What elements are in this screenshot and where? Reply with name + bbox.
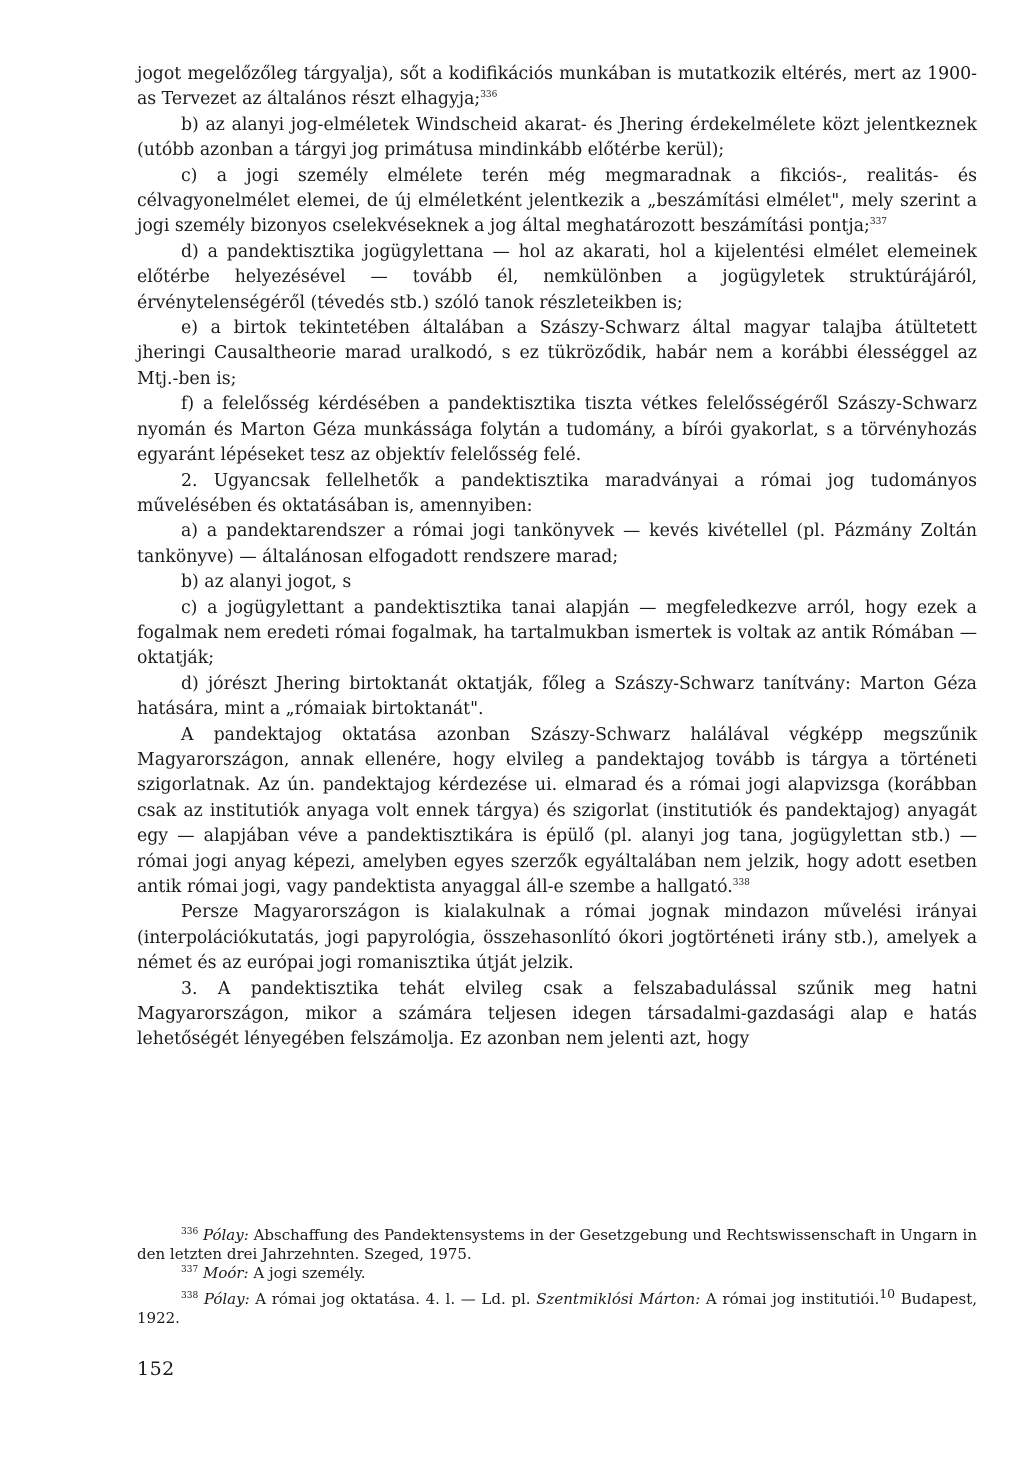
paragraph: b) az alanyi jogot, s [181,572,352,593]
paragraph: 3. A pandektisztika tehát elvileg csak a felszabadulással szűnik meg hatni Magyarországon, mikor a számára teljesen idegen társadalmi-gazdasági alap e hatás lehetőségét lényegében felszámolja. Ez azonban nem jelenti azt, hogy [137,978,977,1050]
footnote-author: Pólay: [202,1226,249,1244]
footnote-ref: 10 [879,1285,896,1301]
footnote-author: Szentmiklósi Márton: [536,1289,701,1308]
footnote-author: Pólay: [203,1289,250,1308]
paragraph: jogot megelőzőleg tárgyalja), sőt a kodifikációs munkában is mutatkozik eltérés, mert az 1900-as Tervezet az általános részt elhagyja;$^{336}$ [137,64,977,110]
footnote-ref: 337 [869,217,888,228]
paragraph: b) az alanyi jog-elméletek Windscheid akarat- és Jhering érdekelmélete közt jelentkeznek (utóbb azonban a tárgyi jog primátusa mindinkább előtérbe kerül); [137,114,977,161]
paragraph: Persze Magyarországon is kialakulnak a római jognak mindazon művelési irányai (interpolációkutatás, jogi papyrológia, összehasonlító ókori jogtörténeti irány stb.), amelyek a német és az európai jogi romanisztika útját jelzik. [137,902,977,974]
paragraph: c) a jogi személy elmélete terén még megmaradnak a fikciós-, realitás- és célvagyonelmélet elemei, de új elméletként jelentkezik a „beszámítási elmélet", mely szerint a jogi személy bizonyos cselekvéseknek a jog által meghatározott beszámítási pontja;$^{337}$ [137,165,977,237]
footnote-author: Moór: [202,1264,249,1283]
page-number: 152 [137,1358,175,1380]
footnote: $^{337}$ Moór: A jogi személy. [181,1264,366,1283]
paragraph: c) a jogügylettant a pandektisztika tanai alapján — megfeledkezve arról, hogy ezek a fogalmak nem eredeti római fogalmak, ha tartalmukban ismertek is voltak az antik Rómában — oktatják; [137,597,977,669]
footnote-number: 337 [181,1265,199,1276]
footnote-number: 336 [181,1227,199,1237]
paragraph: d) jórészt Jhering birtoktanát oktatják, főleg a Szászy-Schwarz tanítvány: Marton Géza hatására, mint a „rómaiak birtoktanát". [137,673,977,720]
footnote-ref: 338 [732,878,750,888]
paragraph: d) a pandektisztika jogügylettana — hol az akarati, hol a kijelentési elmélet elemeinek előtérbe helyezésével — tovább él, nemkülönben a jogügyletek struktúrájáról, érvénytelenségéről (tévedés stb.) szóló tanok részleteikben is; [137,241,977,313]
footnote-ref: 336 [480,90,498,101]
footnote-number: 338 [181,1290,199,1301]
paragraph: 2. Ugyancsak fellelhetők a pandektisztika maradványai a római jog tudományos művelésében és oktatásában is, amennyiben: [137,470,977,516]
paragraph: e) a birtok tekintetében általában a Szászy-Schwarz által magyar talajba átültetett jheringi Causaltheorie marad uralkodó, s ez tükröződik, habár nem a korábbi élességgel az Mtj.-ben is; [137,318,977,389]
footnote: $^{338}$ Pólay: A római jog oktatása. 4. l. — Ld. pl. Szentmiklósi Márton: A római jog institutiói.$^{10}$ Budapest, 1922. [137,1285,977,1327]
paragraph: a) a pandektarendszer a római jogi tankönyvek — kevés kivétellel (pl. Pázmány Zoltán tankönyve) — általánosan elfogadott rendszere marad; [137,521,977,567]
paragraph: f) a felelősség kérdésében a pandektisztika tiszta vétkes felelősségéről Szászy-Schwarz nyomán és Marton Géza munkássága folytán a tudomány, a bírói gyakorlat, s a törvényhozás egyaránt lépéseket tesz az objektív felelősség felé. [137,394,977,466]
paragraph: A pandektajog oktatása azonban Szászy-Schwarz halálával végképp megszűnik Magyarországon, annak ellenére, hogy elvileg a pandektajog tovább is tárgya a történeti szigorlatnak. Az ún. pandektajog kérdezése ui. elmarad és a római jogi alapvizsga (korábban csak az institutiók anyaga volt ennek tárgya) és szigorlat (institutiók és pandektajog) anyagát egy — alapjában véve a pandektisztikára is épülő (pl. alanyi jog tana, jogügylettan stb.) — római jogi anyag képezi, amelyben egyes szerzők egyáltalában nem jelzik, hogy adott esetben antik római jogi, vagy pandektista anyaggal áll-e szembe a hallgató.$^{338}$ [137,724,977,897]
footnote: $^{336}$ Pólay: Abschaffung des Pandektensystems in der Gesetzgebung und Rechtswissenschaft in Ungarn in den letzten drei Jahrzehnten. Szeged, 1975. [137,1226,977,1264]
footnotes [137,1226,977,1328]
body-text [137,62,977,1053]
